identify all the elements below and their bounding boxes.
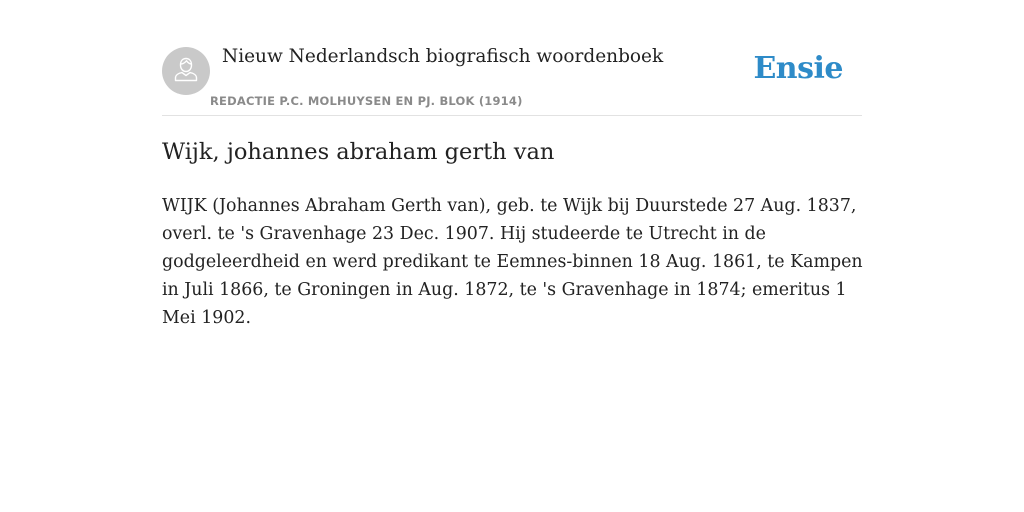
- avatar[interactable]: [162, 47, 210, 95]
- entry-body: WIJK (Johannes Abraham Gerth van), geb. te Wijk bij Duurstede 27 Aug. 1837, overl. te 's Gravenhage 23 Dec. 1907. Hij studeerde te Utrecht in de godgeleerdheid en werd predikant te Eemnes-binnen 18 Aug. 1861, te Kampen in Juli 1866, te Groningen in Aug. 1872, te 's Gravenhage in 1874; emeritus 1 Mei 1902.: [162, 196, 863, 328]
- user-icon: [171, 54, 201, 89]
- source-editors: REDACTIE P.C. MOLHUYSEN EN PJ. BLOK (1914): [210, 94, 523, 108]
- source-header: [162, 40, 862, 116]
- ensie-logo[interactable]: Ensie: [753, 51, 843, 86]
- source-title[interactable]: Nieuw Nederlandsch biografisch woordenboek: [222, 46, 664, 67]
- entry-title: Wijk, johannes abraham gerth van: [162, 139, 555, 165]
